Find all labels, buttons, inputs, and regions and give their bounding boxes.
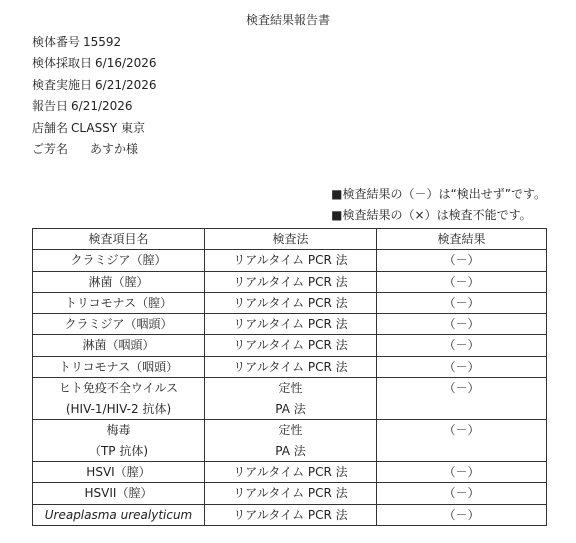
cell-test-item <box>33 420 205 462</box>
cell-test-method <box>205 420 377 462</box>
cell-test-result: （－） <box>377 462 547 483</box>
table-header-row <box>33 229 547 250</box>
cell-test-result-line: （－） <box>443 381 480 396</box>
table-row <box>33 420 547 462</box>
cell-test-result <box>377 378 547 420</box>
report-date-label: 報告日 <box>32 99 69 114</box>
customer-name-line <box>32 141 157 162</box>
results-table <box>32 228 547 526</box>
cell-test-method: リアルタイム PCR 法 <box>205 335 377 356</box>
test-date-value: 6/21/2026 <box>95 77 157 92</box>
cell-test-method-line: PA 法 <box>275 401 306 416</box>
table-row <box>33 483 547 504</box>
cell-test-method: リアルタイム PCR 法 <box>205 504 377 525</box>
test-date-line <box>32 77 157 98</box>
table-row <box>33 250 547 271</box>
sample-number-label: 検体番号 <box>32 35 81 49</box>
customer-name-value: あすか様 <box>90 141 139 156</box>
cell-test-method: リアルタイム PCR 法 <box>205 292 377 313</box>
cell-test-result: （－） <box>377 483 547 504</box>
table-row <box>33 462 547 483</box>
cell-test-item: 淋菌（咽頭） <box>33 335 205 356</box>
cell-test-method-line: PA 法 <box>275 443 306 458</box>
cell-test-result: （－） <box>377 504 547 525</box>
table-row <box>33 314 547 335</box>
cell-test-item: クラミジア（咽頭） <box>33 314 205 335</box>
cell-test-item: HSVII（膣） <box>33 483 205 504</box>
collection-date-line <box>32 55 157 76</box>
table-row <box>33 335 547 356</box>
cell-test-item: HSVI（膣） <box>33 462 205 483</box>
report-title: 検査結果報告書 <box>245 13 330 27</box>
cell-test-item: クラミジア（膣） <box>33 250 205 271</box>
cell-test-item: トリコモナス（咽頭） <box>33 356 205 377</box>
cell-test-result-line: （－） <box>443 423 480 438</box>
cell-test-result: （－） <box>377 292 547 313</box>
report-date-line <box>32 98 157 119</box>
cell-test-item-line: (HIV-1/HIV-2 抗体) <box>65 401 172 416</box>
table-row <box>33 378 547 420</box>
cell-test-result: （－） <box>377 314 547 335</box>
cell-test-item: Ureaplasma urealyticum <box>33 504 205 525</box>
cell-test-method: リアルタイム PCR 法 <box>205 356 377 377</box>
header-test-method: 検査法 <box>205 229 377 250</box>
test-date-label: 検査実施日 <box>32 77 93 92</box>
sample-number-line <box>32 34 157 55</box>
header-test-result: 検査結果 <box>377 229 547 250</box>
report-date-value: 6/21/2026 <box>71 99 133 114</box>
note-negative: ■検査結果の（－）は“検出せず”です。 <box>331 187 546 201</box>
collection-date-label: 検体採取日 <box>32 56 93 71</box>
result-notes <box>331 186 546 228</box>
table-row <box>33 271 547 292</box>
table-row <box>33 356 547 377</box>
cell-test-method-line: 定性 <box>278 423 303 438</box>
header-test-item: 検査項目名 <box>33 229 205 250</box>
cell-test-item-line: （TP 抗体) <box>88 443 149 458</box>
table-row <box>33 504 547 525</box>
cell-test-item: 淋菌（膣） <box>33 271 205 292</box>
cell-test-item-line: ヒト免疫不全ウイルス <box>58 381 179 396</box>
cell-test-result: （－） <box>377 271 547 292</box>
cell-test-result: （－） <box>377 335 547 356</box>
store-value: CLASSY 東京 <box>71 120 145 135</box>
customer-name-label: ご芳名 <box>32 141 69 156</box>
note-untestable: ■検査結果の（×）は検査不能です。 <box>331 208 532 222</box>
cell-test-item-line: 梅毒 <box>106 423 131 438</box>
sample-number-value: 15592 <box>83 35 122 49</box>
cell-test-item: トリコモナス（膣） <box>33 292 205 313</box>
cell-test-result: （－） <box>377 250 547 271</box>
table-row <box>33 292 547 313</box>
cell-test-method-line: 定性 <box>278 381 303 396</box>
store-label: 店舗名 <box>32 120 69 135</box>
cell-test-method: リアルタイム PCR 法 <box>205 250 377 271</box>
collection-date-value: 6/16/2026 <box>95 56 157 71</box>
cell-test-method: リアルタイム PCR 法 <box>205 271 377 292</box>
cell-test-item <box>33 378 205 420</box>
cell-test-method: リアルタイム PCR 法 <box>205 483 377 504</box>
store-line <box>32 120 157 141</box>
cell-test-result: （－） <box>377 356 547 377</box>
cell-test-result <box>377 420 547 462</box>
results-body <box>33 250 547 526</box>
cell-test-method <box>205 378 377 420</box>
cell-test-method: リアルタイム PCR 法 <box>205 314 377 335</box>
cell-test-method: リアルタイム PCR 法 <box>205 462 377 483</box>
sample-info-list <box>32 34 157 162</box>
